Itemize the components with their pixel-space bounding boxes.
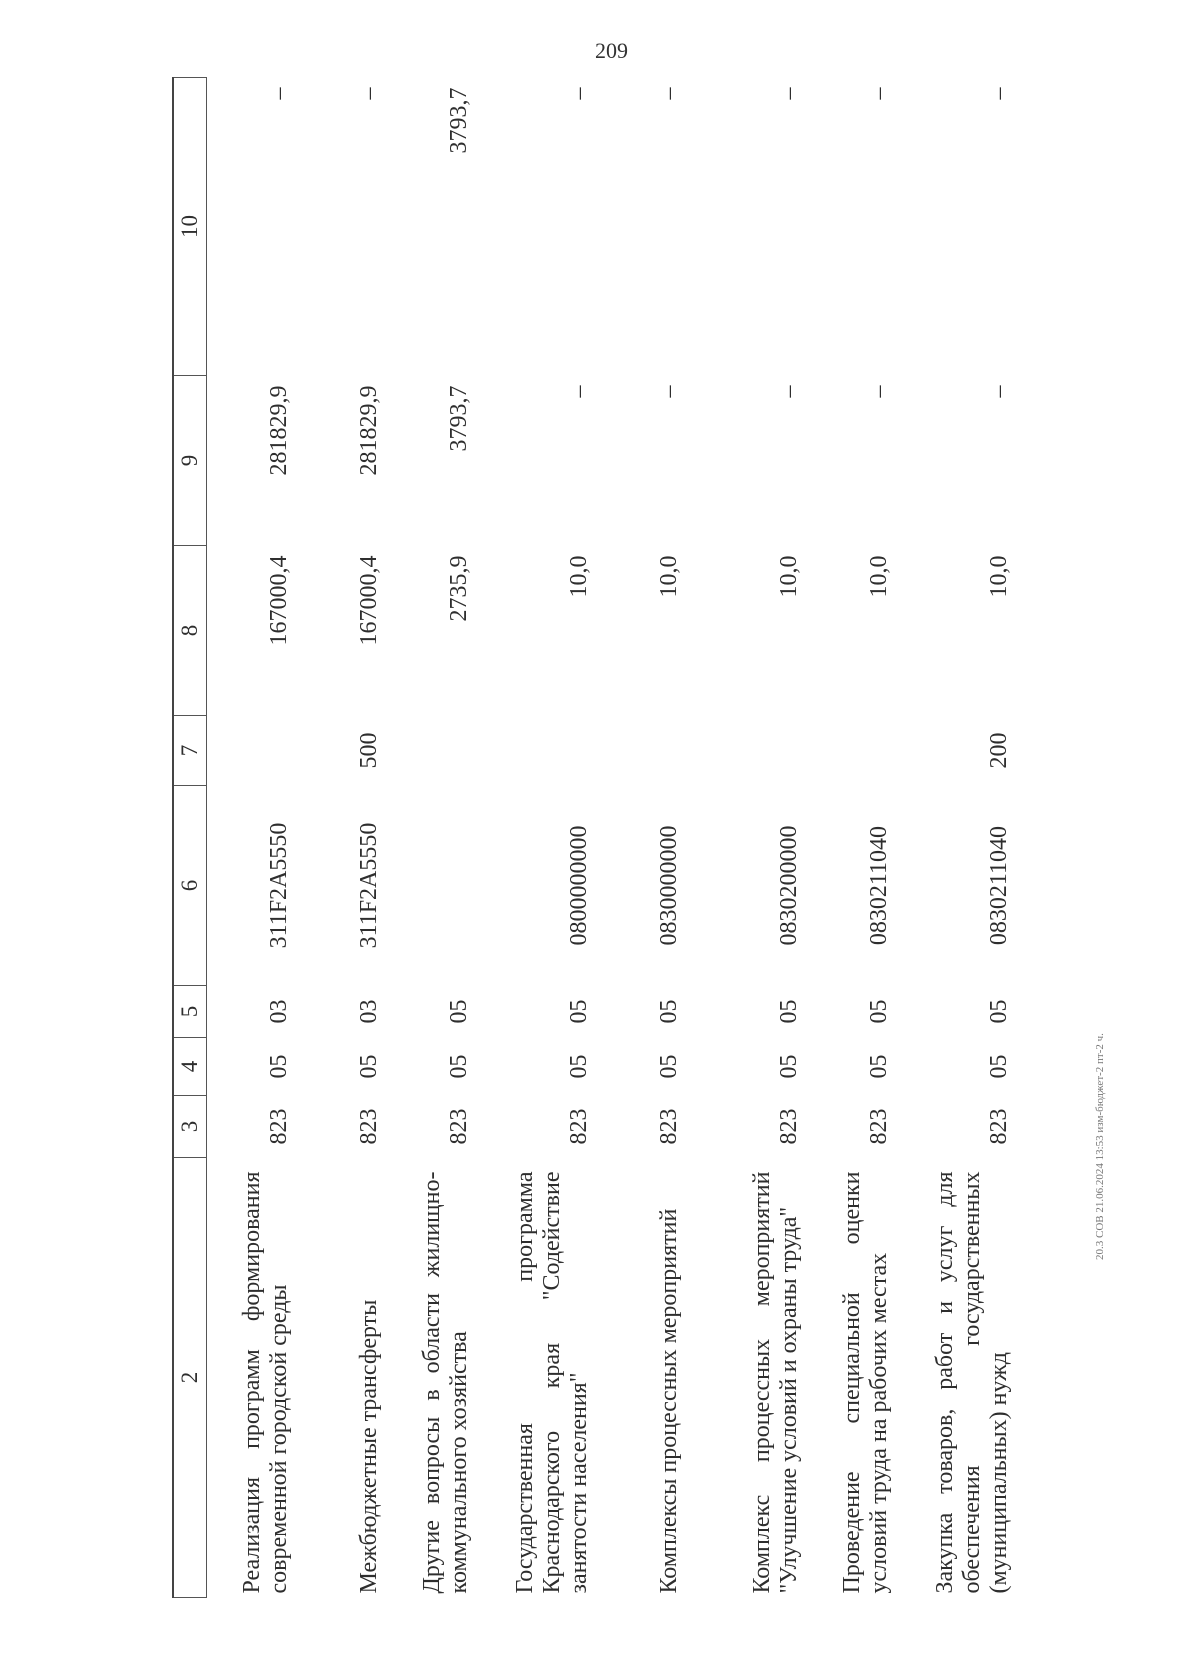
cell-admin: 823 — [986, 1108, 1012, 1145]
cell-section: 05 — [266, 1054, 292, 1079]
cell-subsection: 05 — [866, 999, 892, 1024]
table-row — [807, 78, 897, 1598]
cell-admin: 823 — [446, 1108, 472, 1145]
header-col-3: 3 — [173, 1096, 207, 1158]
header-col-5: 5 — [173, 986, 207, 1038]
cell-amount-9: 281829,9 — [356, 385, 382, 476]
cell-subsection: 05 — [776, 999, 802, 1024]
cell-expense-type — [207, 716, 298, 786]
cell-expense-type — [597, 716, 687, 786]
cell-amount-8: 10,0 — [656, 555, 682, 598]
cell-expense-type — [477, 716, 597, 786]
row-name: Реализация программ формирования современной городской среды — [239, 1171, 293, 1594]
cell-subsection: 05 — [986, 999, 1012, 1024]
cell-subsection: 05 — [656, 999, 682, 1024]
cell-amount-9: 281829,9 — [266, 385, 292, 476]
cell-amount-9: – — [656, 385, 682, 398]
cell-subsection: 03 — [266, 999, 292, 1024]
cell-target: 311F2A5550 — [266, 822, 292, 949]
cell-target: 0830000000 — [656, 825, 682, 946]
table-body — [207, 78, 1018, 1598]
cell-amount-10: – — [356, 87, 382, 100]
cell-amount-8: 10,0 — [866, 555, 892, 598]
row-name: Закупка товаров, работ и услуг для обеспечения государственных (муниципальных) нужд — [932, 1171, 1013, 1594]
cell-amount-10: – — [266, 87, 292, 100]
table-row — [207, 78, 298, 1598]
cell-expense-type: 500 — [356, 732, 382, 769]
header-col-4: 4 — [173, 1038, 207, 1096]
cell-expense-type — [387, 716, 477, 786]
header-col-6: 6 — [173, 786, 207, 986]
cell-subsection: 03 — [356, 999, 382, 1024]
row-name: Государственная программа Краснодарского края "Содействие занятости населения" — [512, 1171, 593, 1594]
header-col-10: 10 — [173, 78, 207, 376]
cell-section: 05 — [656, 1054, 682, 1079]
cell-section: 05 — [776, 1054, 802, 1079]
cell-expense-type — [687, 716, 807, 786]
cell-subsection: 05 — [446, 999, 472, 1024]
cell-amount-8: 10,0 — [776, 555, 802, 598]
cell-amount-8: 10,0 — [566, 555, 592, 598]
cell-amount-10: 3793,7 — [446, 87, 472, 154]
cell-section: 05 — [866, 1054, 892, 1079]
cell-section: 05 — [356, 1054, 382, 1079]
header-col-2: 2 — [173, 1158, 207, 1598]
cell-admin: 823 — [566, 1108, 592, 1145]
row-name: Межбюджетные трансферты — [356, 1299, 383, 1594]
cell-amount-10: – — [656, 87, 682, 100]
cell-admin: 823 — [656, 1108, 682, 1145]
cell-admin: 823 — [266, 1108, 292, 1145]
table-row — [387, 78, 477, 1598]
budget-table-rotated — [172, 78, 1052, 1598]
table-row — [597, 78, 687, 1598]
table-row — [687, 78, 807, 1598]
cell-section: 05 — [986, 1054, 1012, 1079]
cell-target: 0830211040 — [866, 825, 892, 946]
row-name: Проведение специальной оценки условий труда на рабочих местах — [839, 1171, 893, 1594]
row-name: Комплексы процессных мероприятий — [656, 1208, 683, 1594]
budget-table — [172, 77, 1017, 1598]
cell-expense-type: 200 — [986, 732, 1012, 769]
cell-admin: 823 — [356, 1108, 382, 1145]
cell-amount-10: – — [866, 87, 892, 100]
cell-admin: 823 — [866, 1108, 892, 1145]
page-number: 209 — [595, 38, 628, 63]
cell-amount-8: 167000,4 — [356, 555, 382, 646]
cell-subsection: 05 — [566, 999, 592, 1024]
table-row — [297, 78, 387, 1598]
cell-amount-9: – — [986, 385, 1012, 398]
cell-amount-10: – — [986, 87, 1012, 100]
cell-amount-10: – — [566, 87, 592, 100]
cell-amount-8: 2735,9 — [446, 555, 472, 622]
header-col-8: 8 — [173, 546, 207, 716]
cell-section: 05 — [566, 1054, 592, 1079]
table-row — [897, 78, 1017, 1598]
cell-target: 0830200000 — [776, 825, 802, 946]
cell-target: 311F2A5550 — [356, 822, 382, 949]
cell-section: 05 — [446, 1054, 472, 1079]
cell-amount-9: – — [776, 385, 802, 398]
row-name: Другие вопросы в области жилищно-коммунального хозяйства — [419, 1171, 473, 1594]
cell-amount-9: 3793,7 — [446, 385, 472, 452]
cell-amount-9: – — [866, 385, 892, 398]
cell-amount-8: 10,0 — [986, 555, 1012, 598]
header-col-7: 7 — [173, 716, 207, 786]
cell-amount-10: – — [776, 87, 802, 100]
cell-amount-9: – — [566, 385, 592, 398]
cell-amount-8: 167000,4 — [266, 555, 292, 646]
table-row — [477, 78, 597, 1598]
cell-admin: 823 — [776, 1108, 802, 1145]
header-col-9: 9 — [173, 376, 207, 546]
cell-target — [387, 786, 477, 986]
cell-target: 0830211040 — [986, 825, 1012, 946]
header-row — [173, 78, 207, 1598]
cell-target: 0800000000 — [566, 825, 592, 946]
row-name: Комплекс процессных мероприятий "Улучшение условий и охраны труда" — [749, 1171, 803, 1594]
document-footer-note: 20.3 СОВ 21.06.2024 13:53 изм-бюджет-2 пт-2 ч. — [1094, 1033, 1106, 1260]
cell-expense-type — [807, 716, 897, 786]
